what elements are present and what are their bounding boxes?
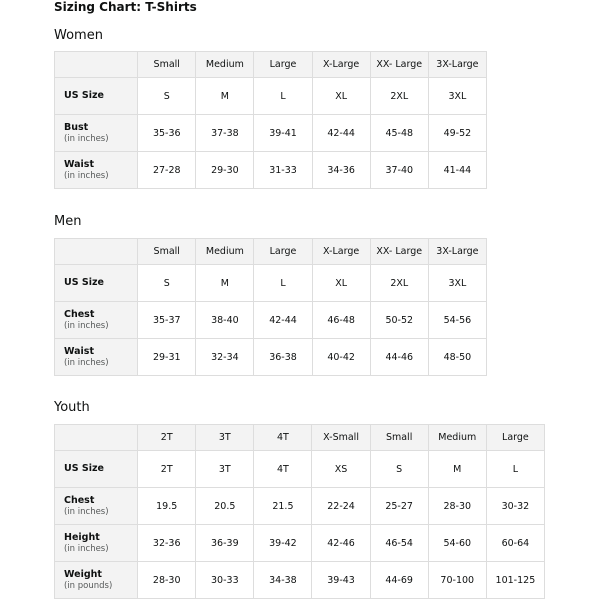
table-cell: 34-38 — [254, 562, 312, 599]
table-cell: 36-38 — [254, 339, 312, 376]
table-cell: XL — [312, 265, 370, 302]
men-header-xx-large: XX- Large — [370, 239, 428, 265]
row-label: Height — [64, 531, 100, 543]
table-cell: 44-46 — [370, 339, 428, 376]
table-cell: M — [428, 451, 486, 488]
men-row-label-cell — [55, 339, 138, 376]
table-cell: 2XL — [370, 265, 428, 302]
women-row-waist — [55, 152, 487, 189]
youth-header-row — [55, 425, 545, 451]
youth-row-label-cell — [55, 451, 138, 488]
table-cell: 48-50 — [428, 339, 486, 376]
youth-size-table — [54, 424, 545, 599]
row-label: US Size — [64, 90, 104, 101]
men-row-us-size — [55, 265, 487, 302]
women-section-title: Women — [54, 28, 103, 43]
row-unit-note: (in inches) — [64, 170, 109, 181]
table-cell: 32-36 — [138, 525, 196, 562]
youth-row-label-cell — [55, 525, 138, 562]
table-cell: 37-38 — [196, 115, 254, 152]
table-cell: 22-24 — [312, 488, 370, 525]
women-header-row — [55, 52, 487, 78]
men-header-row — [55, 239, 487, 265]
row-label: Waist — [64, 345, 95, 357]
men-header-medium: Medium — [196, 239, 254, 265]
row-unit-note: (in pounds) — [64, 580, 113, 591]
men-row-chest — [55, 302, 487, 339]
youth-row-chest — [55, 488, 545, 525]
table-cell: 3T — [196, 451, 254, 488]
table-cell: 42-44 — [312, 115, 370, 152]
table-cell: 30-32 — [486, 488, 544, 525]
table-cell: 42-46 — [312, 525, 370, 562]
table-cell: 44-69 — [370, 562, 428, 599]
women-header-small: Small — [138, 52, 196, 78]
youth-header-4t: 4T — [254, 425, 312, 451]
table-cell: XL — [312, 78, 370, 115]
youth-header-large: Large — [486, 425, 544, 451]
table-cell: 19.5 — [138, 488, 196, 525]
row-unit-note: (in inches) — [64, 543, 109, 554]
table-cell: 31-33 — [254, 152, 312, 189]
table-cell: 60-64 — [486, 525, 544, 562]
table-cell: 38-40 — [196, 302, 254, 339]
table-cell: 101-125 — [486, 562, 544, 599]
youth-row-height — [55, 525, 545, 562]
youth-row-weight — [55, 562, 545, 599]
table-cell: 39-41 — [254, 115, 312, 152]
women-row-label-cell — [55, 152, 138, 189]
table-cell: 3XL — [428, 78, 486, 115]
men-corner-cell — [55, 239, 138, 265]
table-cell: L — [254, 265, 312, 302]
women-row-us-size — [55, 78, 487, 115]
youth-row-us-size — [55, 451, 545, 488]
table-cell: XS — [312, 451, 370, 488]
table-cell: S — [138, 78, 196, 115]
row-label: Chest — [64, 308, 95, 320]
table-cell: S — [370, 451, 428, 488]
table-cell: 36-39 — [196, 525, 254, 562]
table-cell: M — [196, 78, 254, 115]
men-size-table — [54, 238, 487, 376]
table-cell: 21.5 — [254, 488, 312, 525]
table-cell: 30-33 — [196, 562, 254, 599]
youth-header-small: Small — [370, 425, 428, 451]
table-cell: 35-37 — [138, 302, 196, 339]
table-cell: 37-40 — [370, 152, 428, 189]
table-cell: 3XL — [428, 265, 486, 302]
row-label: US Size — [64, 277, 104, 288]
table-cell: 42-44 — [254, 302, 312, 339]
table-cell: 4T — [254, 451, 312, 488]
table-cell: 45-48 — [370, 115, 428, 152]
table-cell: 40-42 — [312, 339, 370, 376]
table-cell: 28-30 — [138, 562, 196, 599]
table-cell: 27-28 — [138, 152, 196, 189]
table-cell: 29-31 — [138, 339, 196, 376]
table-cell: 34-36 — [312, 152, 370, 189]
table-cell: 35-36 — [138, 115, 196, 152]
youth-header-medium: Medium — [428, 425, 486, 451]
women-row-label-cell — [55, 115, 138, 152]
youth-row-label-cell — [55, 562, 138, 599]
men-section-title: Men — [54, 214, 82, 229]
table-cell: 41-44 — [428, 152, 486, 189]
men-header-large: Large — [254, 239, 312, 265]
table-cell: 46-48 — [312, 302, 370, 339]
men-row-label-cell — [55, 302, 138, 339]
men-row-label-cell — [55, 265, 138, 302]
youth-section-title: Youth — [54, 400, 90, 415]
women-header-large: Large — [254, 52, 312, 78]
table-cell: 2XL — [370, 78, 428, 115]
table-cell: 39-43 — [312, 562, 370, 599]
table-cell: 32-34 — [196, 339, 254, 376]
row-unit-note: (in inches) — [64, 357, 109, 368]
table-cell: 70-100 — [428, 562, 486, 599]
women-size-table — [54, 51, 487, 189]
row-label: Weight — [64, 568, 102, 580]
row-label: Chest — [64, 494, 95, 506]
table-cell: 39-42 — [254, 525, 312, 562]
table-cell: 28-30 — [428, 488, 486, 525]
table-cell: M — [196, 265, 254, 302]
youth-header-2t: 2T — [138, 425, 196, 451]
table-cell: 2T — [138, 451, 196, 488]
table-cell: 50-52 — [370, 302, 428, 339]
women-row-bust — [55, 115, 487, 152]
table-cell: 49-52 — [428, 115, 486, 152]
row-label: Bust — [64, 121, 89, 133]
table-cell: L — [486, 451, 544, 488]
men-header-x-large: X-Large — [312, 239, 370, 265]
table-cell: 29-30 — [196, 152, 254, 189]
youth-header-3t: 3T — [196, 425, 254, 451]
youth-corner-cell — [55, 425, 138, 451]
women-corner-cell — [55, 52, 138, 78]
women-header-3x-large: 3X-Large — [428, 52, 486, 78]
table-cell: 46-54 — [370, 525, 428, 562]
row-unit-note: (in inches) — [64, 133, 109, 144]
table-cell: S — [138, 265, 196, 302]
table-cell: 54-60 — [428, 525, 486, 562]
page-title: Sizing Chart: T-Shirts — [54, 0, 197, 14]
row-unit-note: (in inches) — [64, 506, 109, 517]
youth-row-label-cell — [55, 488, 138, 525]
women-header-xx-large: XX- Large — [370, 52, 428, 78]
table-cell: 20.5 — [196, 488, 254, 525]
men-row-waist — [55, 339, 487, 376]
women-header-medium: Medium — [196, 52, 254, 78]
table-cell: 54-56 — [428, 302, 486, 339]
row-label: Waist — [64, 158, 95, 170]
table-cell: 25-27 — [370, 488, 428, 525]
men-header-3x-large: 3X-Large — [428, 239, 486, 265]
youth-header-x-small: X-Small — [312, 425, 370, 451]
row-unit-note: (in inches) — [64, 320, 109, 331]
table-cell: L — [254, 78, 312, 115]
women-row-label-cell — [55, 78, 138, 115]
women-header-x-large: X-Large — [312, 52, 370, 78]
row-label: US Size — [64, 463, 104, 474]
men-header-small: Small — [138, 239, 196, 265]
